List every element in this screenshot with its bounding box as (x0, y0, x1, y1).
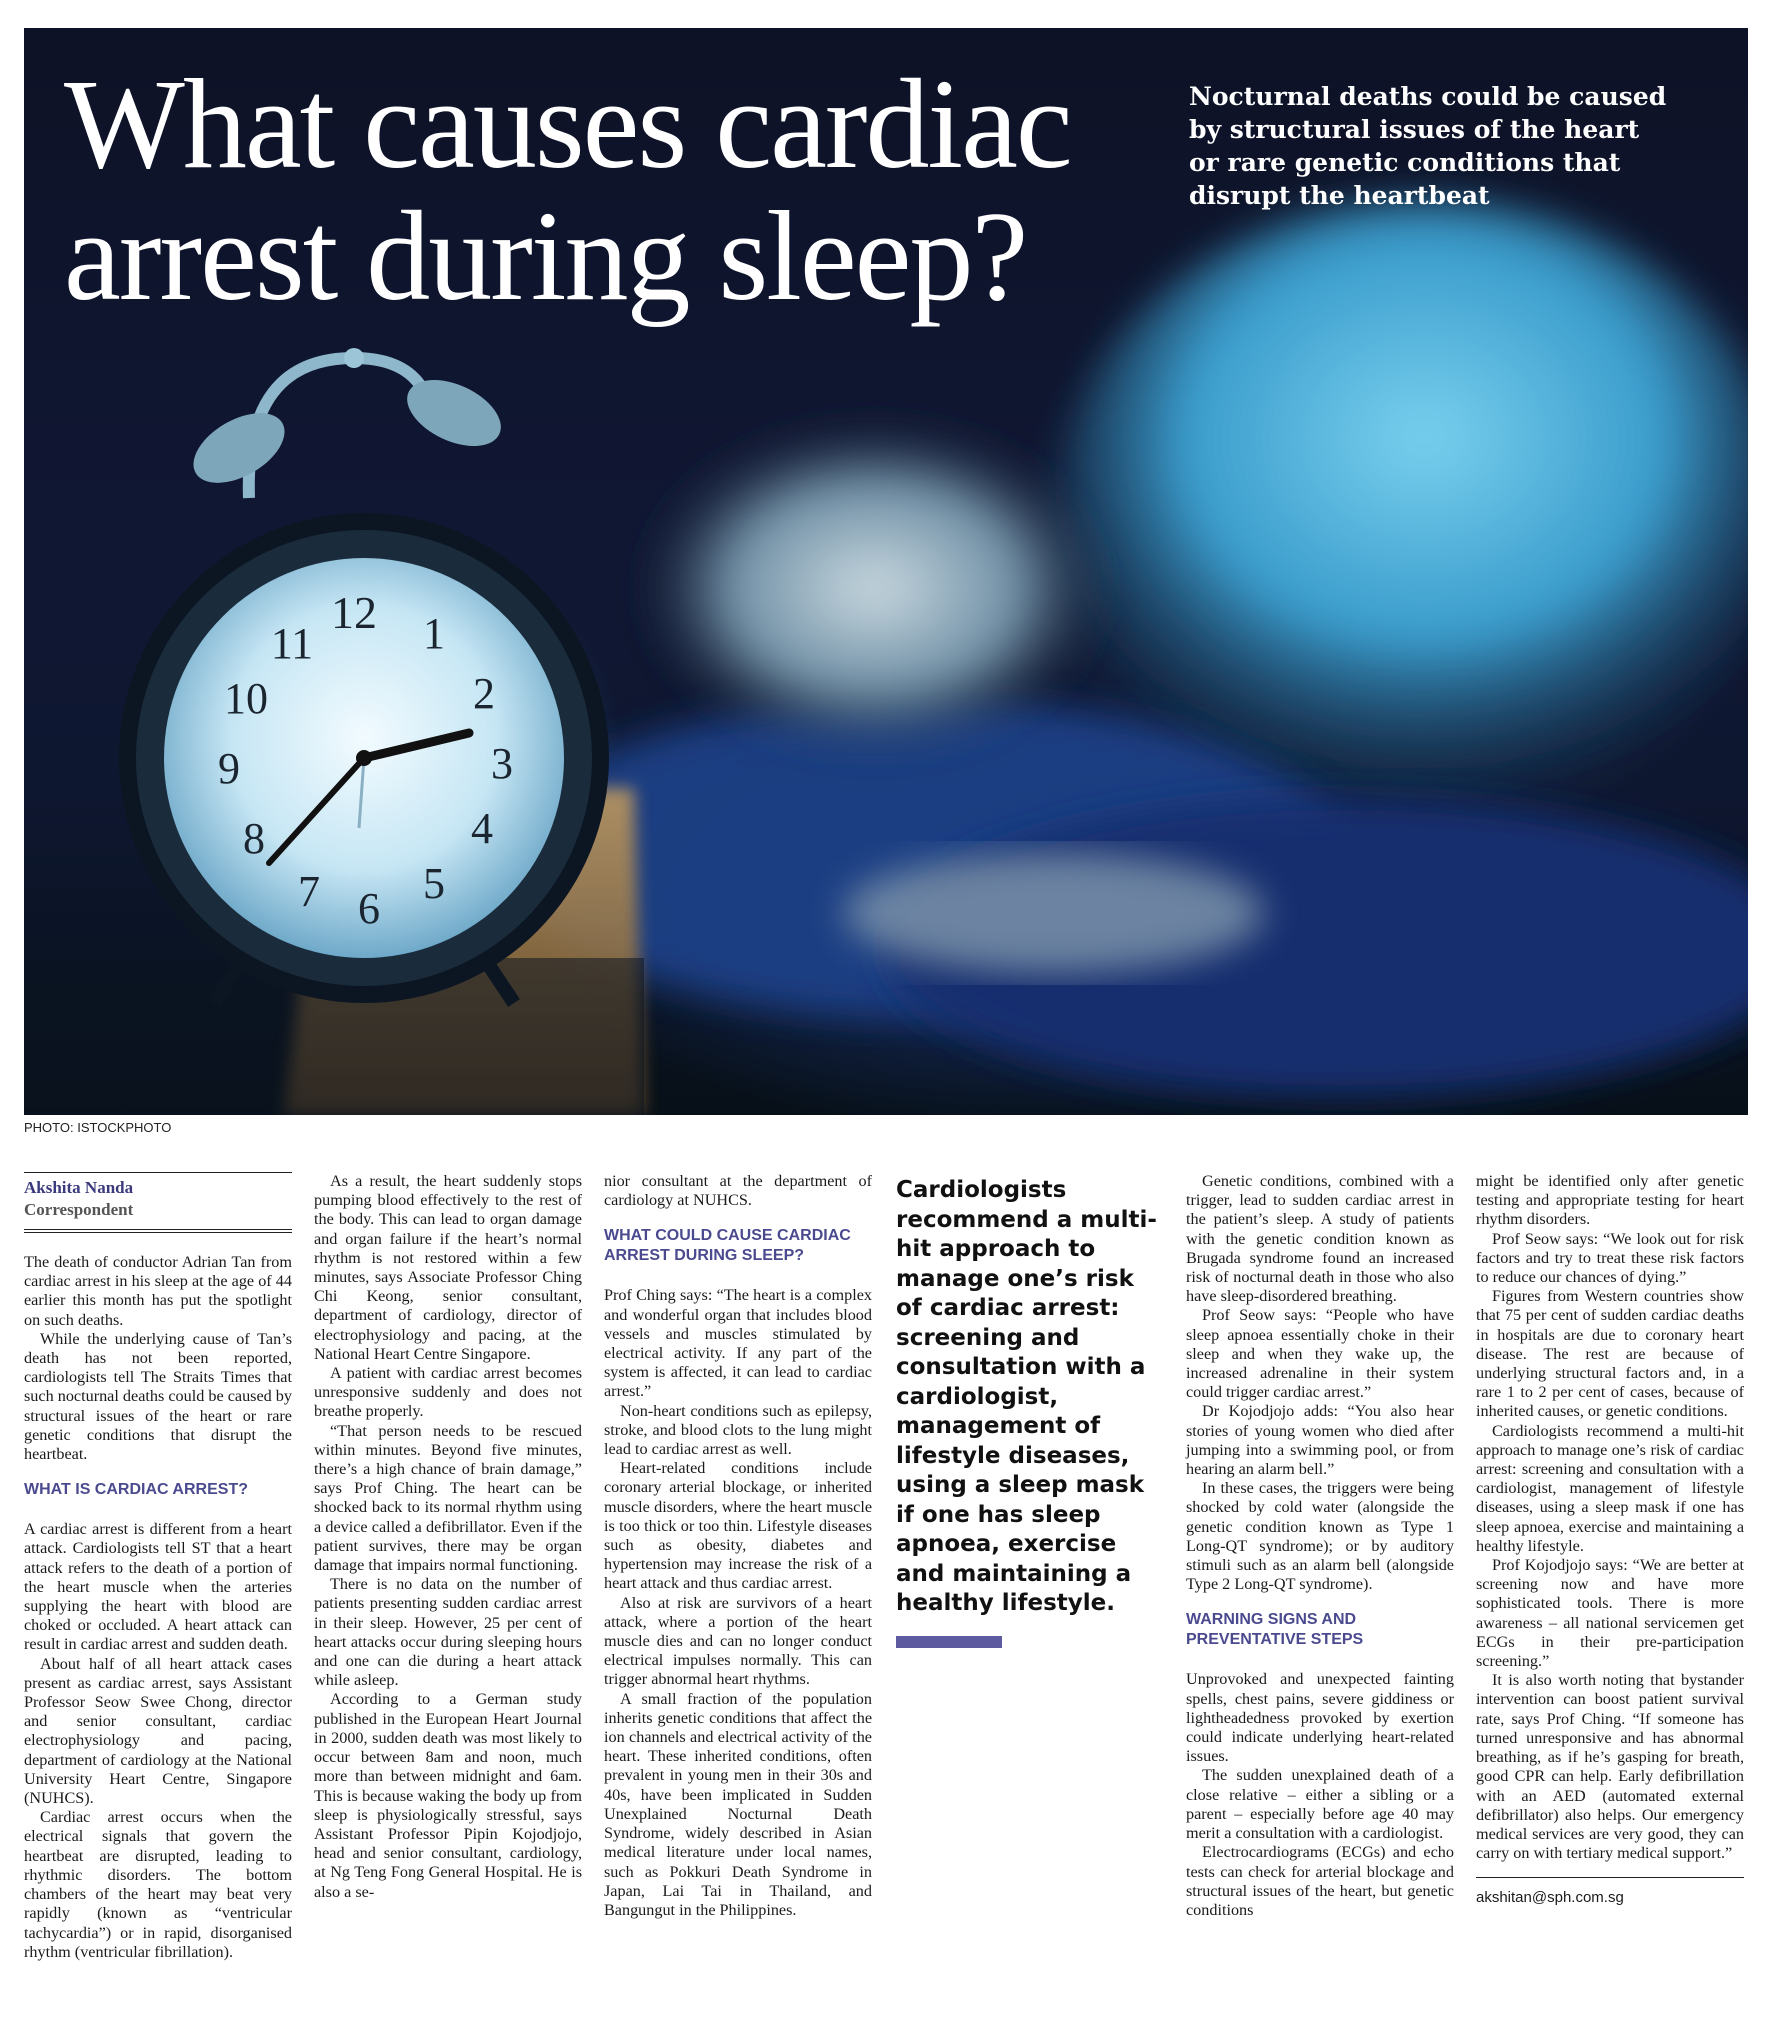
paragraph: Also at risk are survivors of a heart attack, where a portion of the heart muscle dies and can no longer conduct electrical impulses normally. This can trigger abnormal heart rhythms. (604, 1593, 872, 1689)
paragraph: “That person needs to be rescued within minutes. Beyond five minutes, there’s a high chance of brain damage,” says Prof Ching. The heart can be shocked back to its normal rhythm using a device called a defibrillator. Even if the patient survives, there may be organ damage that impairs normal functioning. (314, 1421, 582, 1575)
clock-number-9: 9 (218, 744, 240, 793)
section-heading: WHAT COULD CAUSE CARDIAC ARREST DURING SLEEP? (604, 1227, 851, 1265)
byline (24, 1172, 292, 1233)
byline-role: Correspondent (24, 1200, 134, 1219)
clock-number-7: 7 (298, 867, 320, 916)
standfirst: Nocturnal deaths could be caused by structural issues of the heart or rare genetic conditions that disrupt the heartbeat (1189, 82, 1667, 210)
clock-number-2: 2 (473, 669, 495, 718)
paragraph: Heart-related conditions include coronary arterial blockage, or inherited muscle disorders, where the heart muscle is too thick or too thin. Lifestyle diseases such as obesity, diabetes and hypertension may increase the risk of a heart attack and thus cardiac arrest. (604, 1459, 872, 1593)
paragraph: There is no data on the number of patients presenting sudden cardiac arrest in their sleep. However, 25 per cent of heart attacks occur during sleeping hours and one can die during a heart attack while asleep. (314, 1575, 582, 1690)
paragraph: Genetic conditions, combined with a trigger, lead to sudden cardiac arrest in the patient’s sleep. A study of patients with the genetic condition known as Brugada syndrome found an increased risk of nocturnal death in those who also have sleep-disordered breathing. (1186, 1172, 1454, 1306)
clock-number-12: 12 (331, 587, 377, 638)
author-email[interactable]: akshitan@sph.com.sg (1476, 1877, 1744, 1907)
column-3 (604, 1172, 872, 1920)
paragraph: As a result, the heart suddenly stops pumping blood effectively to the rest of the body. This can lead to organ damage and organ failure if the heart’s normal rhythm is not restored within a few minutes, says Associate Professor Ching Chi Keong, senior consultant, department of cardiology, director of electrophysiology and pacing, at the National Heart Centre Singapore. (314, 1172, 582, 1363)
photo-credit: PHOTO: ISTOCKPHOTO (24, 1120, 172, 1135)
pull-quote: Cardiologists recommend a multi-hit approach to manage one’s risk of cardiac arrest: screening and consultation with a cardiologist, management of lifestyle diseases, using a sleep mask if one has sleep apnoea, exercise and maintaining a healthy lifestyle. (896, 1177, 1157, 1616)
paragraph: Prof Seow says: “We look out for risk factors and try to treat these risk factors to reduce our chances of dying.” (1476, 1229, 1744, 1287)
paragraph: About half of all heart attack cases present as cardiac arrest, says Assistant Professor Seow Swee Chong, director and senior consultant, cardiac electrophysiology and pacing, department of cardiology at the National University Heart Centre, Singapore (NUHCS). (24, 1654, 292, 1808)
paragraph: Non-heart conditions such as epilepsy, stroke, and blood clots to the lung might lead to cardiac arrest as well. (604, 1401, 872, 1459)
clock-number-5: 5 (423, 859, 445, 908)
hero-photo (24, 28, 1748, 1115)
paragraph: nior consultant at the department of cardiology at NUHCS. (604, 1172, 872, 1210)
column-1 (24, 1172, 292, 1962)
paragraph: Cardiologists recommend a multi-hit approach to manage one’s risk of cardiac arrest: screening and consultation with a cardiologist, management of lifestyle diseases, using a sleep mask if one has sleep apnoea, exercise and maintaining a healthy lifestyle. (1476, 1421, 1744, 1555)
paragraph: Dr Kojodjojo adds: “You also hear stories of young women who died after jumping into a swimming pool, or from hearing an alarm bell.” (1186, 1402, 1454, 1479)
clock-number-3: 3 (491, 739, 513, 788)
paragraph: The death of conductor Adrian Tan from cardiac arrest in his sleep at the age of 44 earlier this month has put the spotlight on such deaths. (24, 1253, 292, 1329)
paragraph: Prof Seow says: “People who have sleep apnoea essentially choke in their sleep and when they wake up, the increased adrenaline in their system could trigger cardiac arrest.” (1186, 1306, 1454, 1402)
paragraph: A patient with cardiac arrest becomes unresponsive suddenly and does not breathe properly. (314, 1364, 582, 1421)
column-2 (314, 1172, 582, 1902)
clock-number-11: 11 (270, 619, 314, 668)
paragraph: Prof Kojodjojo says: “We are better at screening now and have more sophisticated tools. There is more awareness – all national servicemen get ECGs in their pre-participation screening.” (1476, 1556, 1744, 1671)
column-5 (1186, 1172, 1454, 1920)
paragraph: The sudden unexplained death of a close relative – either a sibling or a parent – especially before age 40 may merit a consultation with a cardiologist. (1186, 1766, 1454, 1843)
paragraph: A cardiac arrest is different from a heart attack. Cardiologists tell ST that a heart attack refers to the death of a portion of the heart muscle when the arteries supplying the heart with blood are choked or occluded. A heart attack can result in cardiac arrest and sudden death. (24, 1520, 292, 1654)
paragraph: Cardiac arrest occurs when the electrical signals that govern the heartbeat are disrupted, leading to rhythmic disorders. The bottom chambers of the heart may beat very rapidly (known as “ventricular tachycardia”) or in rapid, disorganised rhythm (ventricular fibrillation). (24, 1808, 292, 1961)
paragraph: According to a German study published in the European Heart Journal in 2000, sudden death was most likely to occur between 8am and noon, much more than between midnight and 6am. This is because waking the body up from sleep is physiologically stressful, says Assistant Professor Pipin Kojodjojo, head and senior consultant, cardiology, at Ng Teng Fong General Hospital. He is also a se- (314, 1690, 582, 1901)
paragraph: Figures from Western countries show that 75 per cent of sudden cardiac deaths in hospitals are due to coronary heart disease. The rest are because of underlying structural factors and, in a rare 1 to 2 per cent of cases, because of inherited causes, or genetic conditions. (1476, 1287, 1744, 1421)
section-heading: WHAT IS CARDIAC ARREST? (24, 1481, 248, 1499)
clock-number-8: 8 (243, 814, 265, 863)
clock-number-10: 10 (224, 674, 268, 723)
clock-number-1: 1 (423, 609, 445, 658)
paragraph: A small fraction of the population inherits genetic conditions that affect the ion channels and electrical activity of the heart. These inherited conditions, often prevalent in young men in their 30s and 40s, have been implicated in Sudden Unexplained Nocturnal Death Syndrome, widely described in Asian medical literature under local names, such as Pokkuri Death Syndrome in Japan, Lai Tai in Thailand, and Bangungut in the Philippines. (604, 1689, 872, 1919)
clock-number-4: 4 (471, 804, 493, 853)
section-heading: WARNING SIGNS AND PREVENTATIVE STEPS (1186, 1611, 1364, 1649)
paragraph: It is also worth noting that bystander intervention can boost patient survival rate, says Prof Ching. “If someone has turned unresponsive and has abnormal breathing, as if he’s gasping for breath, good CPR can help. Early defibrillation with an AED (automated external defibrillator) also helps. Our emergency medical services are very good, they can carry on with tertiary medical support.” (1476, 1671, 1744, 1863)
paragraph: might be identified only after genetic testing and appropriate testing for heart rhythm disorders. (1476, 1172, 1744, 1229)
alarm-clock (119, 348, 609, 1003)
paragraph: In these cases, the triggers were being shocked by cold water (alongside the genetic condition known as Type 1 Long-QT syndrome); or by auditory stimuli such as an alarm bell (alongside Type 2 Long-QT syndrome). (1186, 1479, 1454, 1594)
clock-number-6: 6 (358, 884, 380, 933)
byline-name: Akshita Nanda (24, 1178, 134, 1197)
column-6 (1476, 1172, 1744, 1908)
paragraph: Unprovoked and unexpected fainting spells, chest pains, severe giddiness or lightheadedness provoked by exertion could indicate underlying heart-related issues. (1186, 1670, 1454, 1766)
pull-quote-bar (896, 1636, 1002, 1648)
paragraph: Electrocardiograms (ECGs) and echo tests can check for arterial blockage and structural issues of the heart, but genetic conditions (1186, 1843, 1454, 1919)
paragraph: Prof Ching says: “The heart is a complex and wonderful organ that includes blood vessels and muscles stimulated by electrical activity. If any part of the system is affected, it can lead to cardiac arrest.” (604, 1286, 872, 1401)
paragraph: While the underlying cause of Tan’s death has not been reported, cardiologists tell The Straits Times that such nocturnal deaths could be caused by structural issues of the heart or rare genetic conditions that disrupt the heartbeat. (24, 1329, 292, 1464)
headline: What causes cardiac arrest during sleep? (64, 53, 1071, 327)
